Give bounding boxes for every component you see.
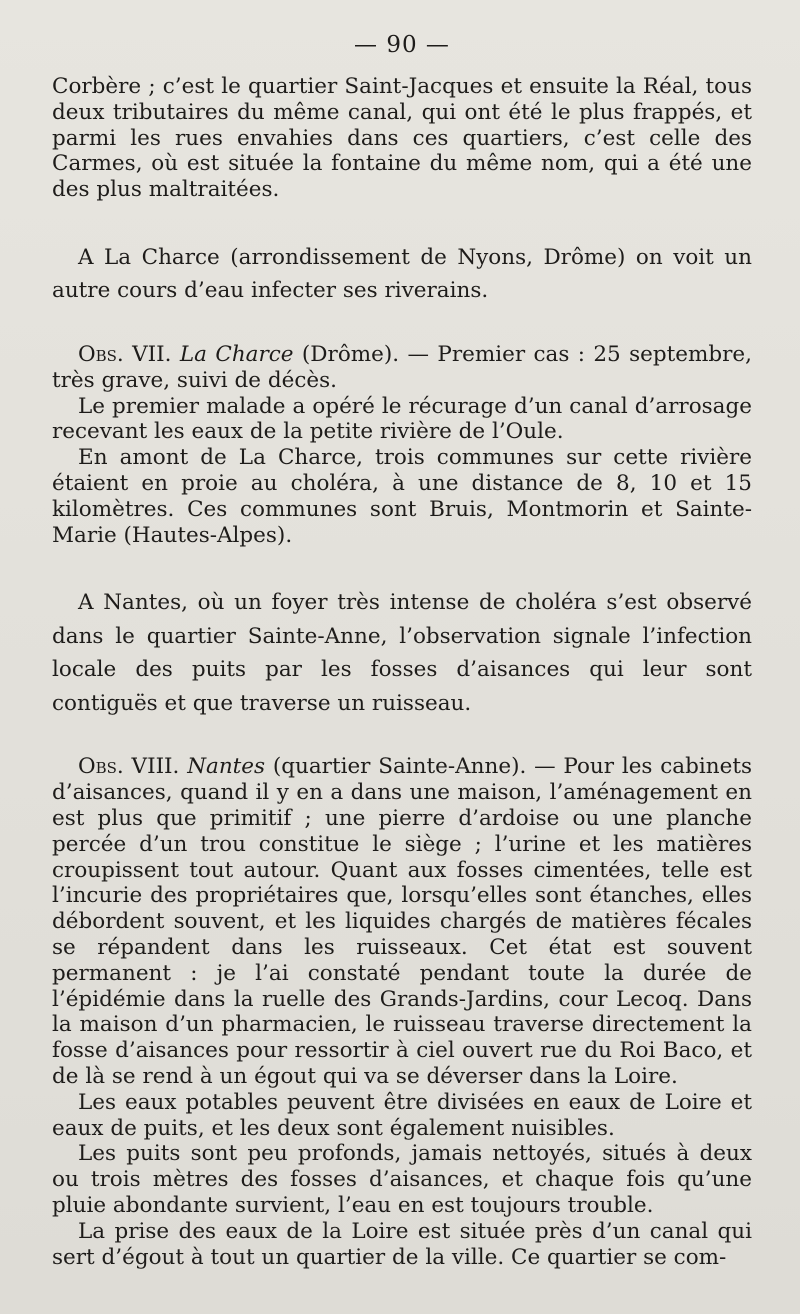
observation-text: (Drôme). — Premier cas : 25 septembre, très grave, suivi de décès. <box>52 341 752 393</box>
observation-place: La Charce <box>179 341 294 367</box>
observation-label: Obs. VII. <box>78 341 172 367</box>
paragraph-puits: Les puits sont peu profonds, jamais nettoyés, situés à deux ou trois mètres des fosses d’aisances, et chaque fois qu’une pluie abondante survient, l’eau en est toujours trouble. <box>52 1141 752 1218</box>
observation-7 <box>52 342 752 394</box>
paragraph-la-charce-intro: A La Charce (arrondissement de Nyons, Drôme) on voit un autre cours d’eau infecter ses riverains. <box>52 244 752 304</box>
observation-place: Nantes <box>187 754 266 780</box>
observation-label: Obs. VIII. <box>78 754 180 780</box>
paragraph-prise-des-eaux: La prise des eaux de la Loire est située près d’un canal qui sert d’égout à tout un quartier de la ville. Ce quartier se com- <box>52 1218 752 1270</box>
observation-text: (quartier Sainte-Anne). — Pour les cabinets d’aisances, quand il y en a dans une maison, l’aménagement en est plus que primitif ; une pierre d’ardoise ou une planche percée d’un trou constitue le siège ; l’urine et les matières croupissent tout autour. Quant aux fosses cimentées, telle est l’incurie des propriétaires que, lorsqu’elles sont étanches, elles débordent souvent, et les liquides chargés de matières fécales se répandent dans les ruisseaux. Cet état est souvent permanent : je l’ai constaté pendant toute la durée de l’épidémie dans la ruelle des Grands-Jardins, cour Lecoq. Dans la maison d’un pharmacien, le ruisseau traverse directement la fosse d’aisances pour ressortir à ciel ouvert rue du Roi Baco, et de là se rend à un égout qui va se déverser dans la Loire. <box>52 754 752 1089</box>
page-number: — 90 — <box>354 32 450 58</box>
paragraph-corbere: Corbère ; c’est le quartier Saint-Jacques et ensuite la Réal, tous deux tributaires du même canal, qui ont été le plus frappés, et parmi les rues envahies dans ces quartiers, c’est celle des Carmes, où est située la fontaine du même nom, qui a été une des plus maltraitées. <box>52 74 752 203</box>
observation-8 <box>52 754 752 1089</box>
paragraph-nantes-intro: A Nantes, où un foyer très intense de choléra s’est observé dans le quartier Sainte-Anne, l’observation signale l’infection locale des puits par les fosses d’aisances qui leur sont contiguës et que traverse un ruisseau. <box>52 590 752 716</box>
paragraph-premier-malade: Le premier malade a opéré le récurage d’un canal d’arrosage recevant les eaux de la petite rivière de l’Oule. <box>52 393 752 445</box>
paragraph-en-amont: En amont de La Charce, trois communes sur cette rivière étaient en proie au choléra, à une distance de 8, 10 et 15 kilomètres. Ces communes sont Bruis, Montmorin et Sainte-Marie (Hautes-Alpes). <box>52 445 752 548</box>
paragraph-eaux-potables: Les eaux potables peuvent être divisées en eaux de Loire et eaux de puits, et les deux sont également nuisibles. <box>52 1089 752 1141</box>
